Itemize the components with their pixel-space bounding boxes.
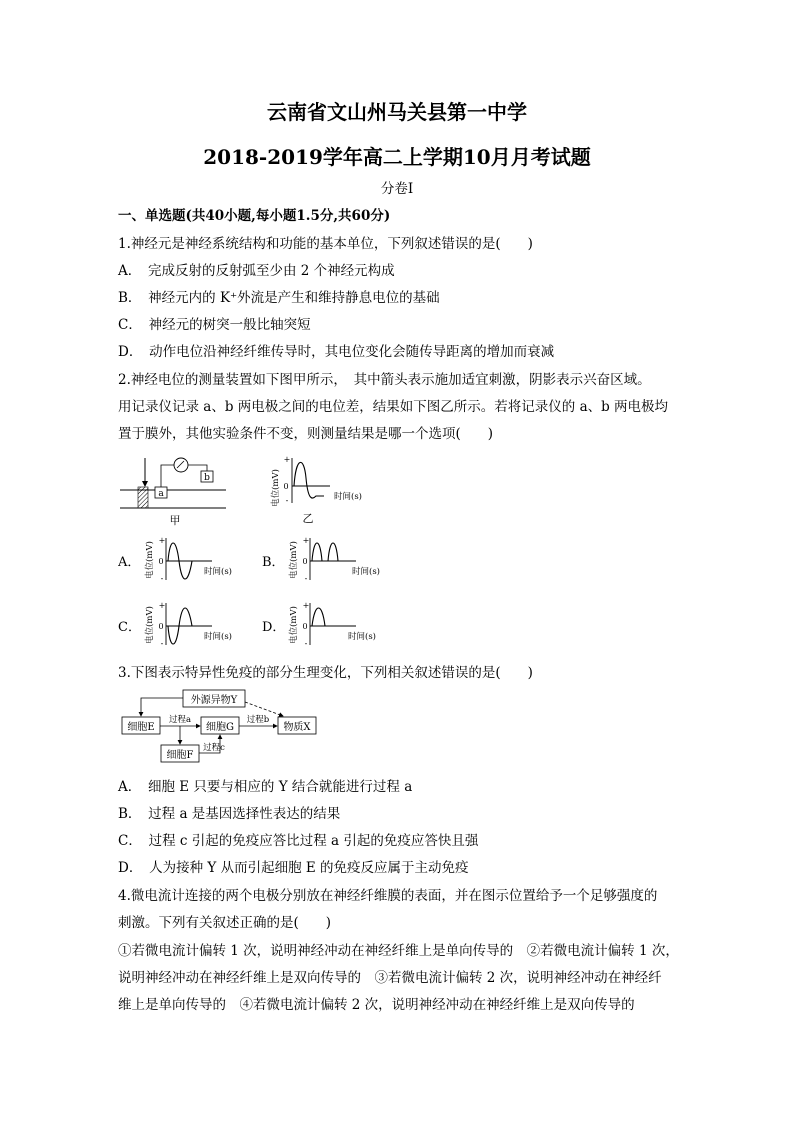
q4-stem-line2: 刺激。下列有关叙述正确的是( ) [118,915,332,931]
q2-choice-d-zero: 0 [302,622,308,631]
q3-immune-diagram [118,688,328,770]
q1-option-d: D． 动作电位沿神经纤维传导时，其电位变化会随传导距离的增加而衰减 [118,344,555,360]
q3-option-c: C． 过程 c 引起的免疫应答比过程 a 引起的免疫应答快且强 [118,833,479,849]
q2-stem-line1: 2.神经电位的测量装置如下图甲所示， 其中箭头表示施加适宜刺激，阴影表示兴奋区域。 [118,372,651,388]
q2-choice-a-plus: + [158,536,166,545]
q2-choice-d-minus: - [304,639,308,648]
q2-choice-d-ylabel: 电位(mV) [289,606,299,644]
q4-statement-line1: ①若微电流计偏转 1 次，说明神经冲动在神经纤维上是单向传导的 ②若微电流计偏转 1 次， [118,943,679,959]
figure-yi-curve [292,462,324,498]
q3-option-b: B． 过程 a 是基因选择性表达的结果 [118,806,341,822]
wire-b [188,465,207,471]
edge-y-to-x [245,702,283,716]
figure-yi-minus: - [285,496,289,505]
q2-choice-d-xlabel: 时间(s) [348,632,376,642]
q2-choice-b-letter: B． [262,555,285,570]
q1-option-c: C． 神经元的树突一般比轴突短 [118,317,311,333]
q2-choice-a-letter: A． [118,555,141,570]
node-cell-f-label: 细胞F [166,750,194,761]
part-heading: 一、单选题(共40小题,每小题1.5分,共60分) [118,208,391,224]
q2-choice-b-minus: - [304,574,308,583]
q2-choice-b-plus: + [302,536,310,545]
q2-choice-b-xlabel: 时间(s) [352,567,380,577]
edge-y-to-e [141,698,183,716]
q2-choice-c-letter: C． [118,620,141,635]
edge-process-b-label: 过程b [246,715,270,725]
q2-choice-d-graph [262,600,392,650]
electrode-a-label: a [158,489,164,499]
q3-option-d: D． 人为接种 Y 从而引起细胞 E 的免疫反应属于主动免疫 [118,860,469,876]
electrode-b-label: b [204,473,210,483]
galvanometer-icon [174,458,188,472]
edge-process-c-label: 过程c [203,743,225,753]
q2-stem-line2: 用记录仪记录 a、b 两电极之间的电位差，结果如下图乙所示。若将记录仪的 a、b 两电极均 [118,399,669,415]
node-substance-x-label: 物质X [283,722,311,733]
q2-choice-d-plus: + [302,601,310,610]
q3-option-a: A． 细胞 E 只要与相应的 Y 结合就能进行过程 a [118,779,413,795]
q2-choice-a-xlabel: 时间(s) [204,567,232,577]
q1-option-a: A． 完成反射的反射弧至少由 2 个神经元构成 [118,263,395,279]
q2-choice-b-ylabel: 电位(mV) [289,541,299,579]
node-cell-g-label: 细胞G [206,722,234,733]
q2-stem-line3: 置于膜外，其他实验条件不变，则测量结果是哪一个选项( ) [118,426,494,442]
q2-choice-c-zero: 0 [158,622,164,631]
q4-statement-line2: 说明神经冲动在神经纤维上是双向传导的 ③若微电流计偏转 2 次，说明神经冲动在神经纤 [118,970,662,986]
q2-choice-d-letter: D． [262,620,286,635]
q2-choice-c-ylabel: 电位(mV) [145,606,155,644]
q2-choice-c-plus: + [158,601,166,610]
q2-choice-b-zero: 0 [302,557,308,566]
q4-statement-line3: 维上是单向传导的 ④若微电流计偏转 2 次，说明神经冲动在神经纤维上是双向传导的 [118,997,635,1013]
figure-yi-plus: + [283,455,291,464]
figure-yi-zero: 0 [283,482,289,491]
excitation-region [138,487,148,508]
q2-choice-a-minus: - [160,574,164,583]
q2-choice-a-zero: 0 [158,557,164,566]
figure-yi-xlabel: 时间(s) [334,492,362,502]
q2-choice-c-graph [118,600,248,650]
q2-choice-c-minus: - [160,639,164,648]
edge-process-a-label: 过程a [168,715,192,725]
section-label: 分卷I [380,181,414,197]
q2-choice-b-curve [312,543,344,561]
document-title: 云南省文山州马关县第一中学 [267,100,527,124]
q3-stem: 3.下图表示特异性免疫的部分生理变化，下列相关叙述错误的是( ) [118,665,533,681]
q4-stem-line1: 4.微电流计连接的两个电极分别放在神经纤维膜的表面，并在图示位置给予一个足够强度的 [118,888,658,904]
figure-jia-apparatus [118,450,238,530]
stimulus-arrowhead-icon [142,481,148,487]
q2-choice-d-curve [312,608,342,626]
q2-choice-b-graph [262,535,392,585]
q2-choice-c-xlabel: 时间(s) [204,632,232,642]
figure-yi-graph [262,448,372,528]
q2-choice-a-graph [118,535,248,585]
q1-option-b: B． 神经元内的 K⁺外流是产生和维持静息电位的基础 [118,290,440,306]
figure-jia-caption: 甲 [169,514,181,527]
q1-stem: 1.神经元是神经系统结构和功能的基本单位，下列叙述错误的是( ) [118,236,533,252]
node-cell-e-label: 细胞E [127,722,155,733]
figure-yi-caption: 乙 [302,512,314,525]
q2-choice-a-ylabel: 电位(mV) [145,541,155,579]
node-antigen-y-label: 外源异物Y [190,695,238,706]
figure-yi-ylabel: 电位(mV) [271,469,281,507]
document-subtitle: 2018-2019学年高二上学期10月月考试题 [203,145,591,169]
wire-a [161,465,174,487]
